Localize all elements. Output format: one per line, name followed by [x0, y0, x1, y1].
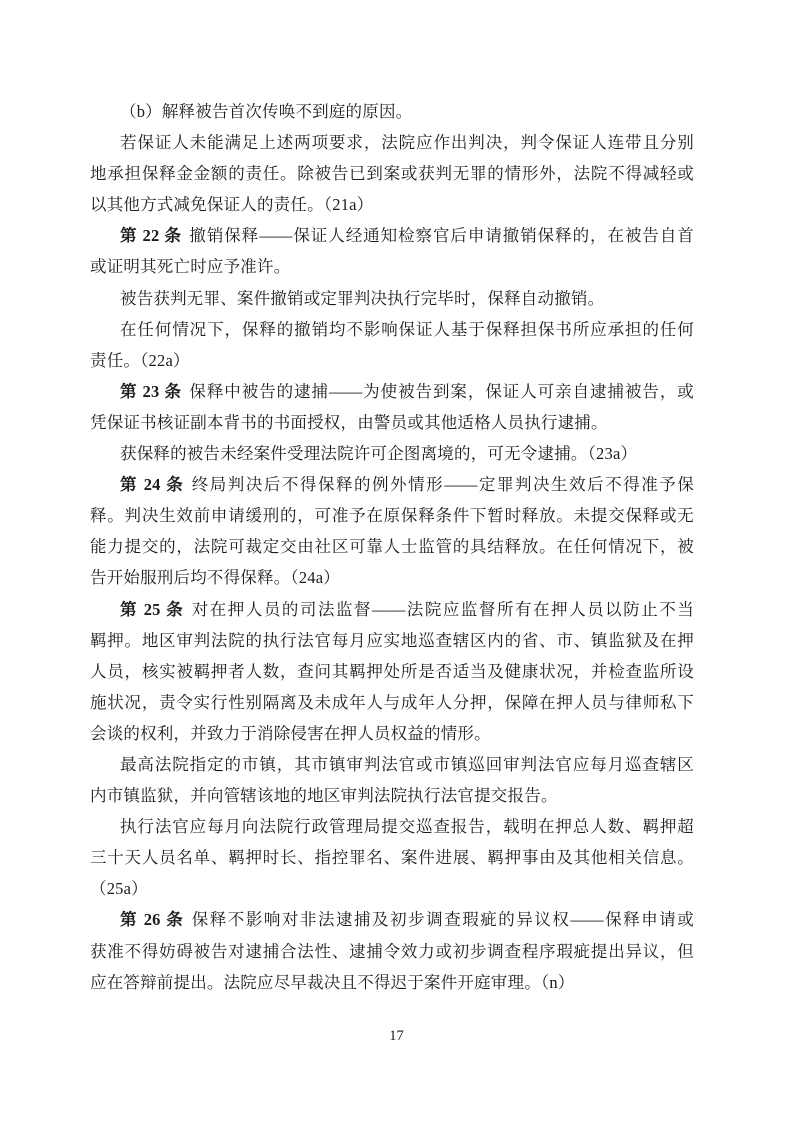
text-line	[90, 687, 694, 718]
text-line	[90, 500, 694, 531]
line-text: 撤销保释——保证人经通知检察官后申请撤销保释的，在被告自首	[189, 226, 694, 246]
text-line	[90, 376, 694, 407]
text-line	[90, 873, 694, 904]
article-number-label: 第 23 条	[120, 381, 182, 401]
line-text: 被告获判无罪、案件撤销或定罪判决执行完毕时，保释自动撤销。	[120, 288, 605, 308]
text-line	[90, 189, 694, 220]
text-line	[90, 251, 694, 282]
text-line	[90, 749, 694, 780]
line-text: 若保证人未能满足上述两项要求，法院应作出判决，判令保证人连带且分别	[120, 133, 694, 153]
text-line	[90, 718, 694, 749]
line-text: 保释不影响对非法逮捕及初步调查瑕疵的异议权——保释申请或	[191, 910, 694, 930]
line-text: （b）解释被告首次传唤不到庭的原因。	[120, 102, 413, 121]
text-line	[90, 967, 694, 998]
text-line	[90, 842, 694, 873]
line-text: 地承担保释金金额的责任。除被告已到案或获判无罪的情形外，法院不得减轻或	[90, 164, 694, 184]
article-number-label: 第 24 条	[120, 475, 185, 495]
text-line	[90, 594, 694, 625]
line-text: 告开始服刑后均不得保释。（24a）	[90, 568, 340, 588]
text-line	[90, 562, 694, 593]
line-text: 内市镇监狱，并向管辖该地的地区审判法院执行法官提交报告。	[90, 786, 558, 806]
article-number-label: 第 22 条	[120, 226, 182, 246]
text-line	[90, 656, 694, 687]
line-text: 三十天人员名单、羁押时长、指控罪名、案件进展、羁押事由及其他相关信息。	[90, 848, 694, 868]
line-text: （25a）	[90, 879, 148, 899]
line-text: 终局判决后不得保释的例外情形——定罪判决生效后不得准予保	[191, 475, 694, 495]
line-text: 获保释的被告未经案件受理法院许可企图离境的，可无令逮捕。（23a）	[120, 444, 638, 464]
line-text: 获准不得妨碍被告对逮捕合法性、逮捕令效力或初步调查程序瑕疵提出异议，但	[90, 941, 694, 961]
text-line	[90, 96, 694, 127]
line-text: 施状况，责令实行性别隔离及未成年人与成年人分押，保障在押人员与律师私下	[90, 692, 694, 712]
line-text: 保释中被告的逮捕——为使被告到案，保证人可亲自逮捕被告，或	[189, 381, 694, 401]
line-text: 或证明其死亡时应予准许。	[90, 257, 291, 277]
text-line	[90, 407, 694, 438]
text-line	[90, 936, 694, 967]
line-text: 对在押人员的司法监督——法院应监督所有在押人员以防止不当	[191, 599, 694, 619]
line-text: 羁押。地区审判法院的执行法官每月应实地巡查辖区内的省、市、镇监狱及在押	[90, 630, 694, 650]
line-text: 责任。（22a）	[90, 350, 190, 370]
text-line	[90, 283, 694, 314]
text-line	[90, 158, 694, 189]
line-text: 以其他方式减免保证人的责任。（21a）	[90, 195, 374, 215]
line-text: 最高法院指定的市镇，其市镇审判法官或市镇巡回审判法官应每月巡查辖区	[120, 754, 694, 774]
line-text: 应在答辩前提出。法院应尽早裁决且不得迟于案件开庭审理。（n）	[90, 972, 575, 992]
text-line	[90, 469, 694, 500]
text-line	[90, 127, 694, 158]
text-line	[90, 625, 694, 656]
text-line	[90, 345, 694, 376]
text-line	[90, 438, 694, 469]
line-text: 执行法官应每月向法院行政管理局提交巡查报告，载明在押总人数、羁押超	[120, 817, 694, 837]
article-number-label: 第 26 条	[120, 910, 185, 930]
article-number-label: 第 25 条	[120, 599, 185, 619]
text-line	[90, 780, 694, 811]
line-text: 会谈的权利，并致力于消除侵害在押人员权益的情形。	[90, 723, 491, 743]
text-line	[90, 531, 694, 562]
line-text: 凭保证书核证副本背书的书面授权，由警员或其他适格人员执行逮捕。	[90, 412, 608, 432]
page-number: 17	[389, 1028, 404, 1044]
text-line	[90, 220, 694, 251]
line-text: 能力提交的，法院可裁定交由社区可靠人士监管的具结释放。在任何情况下，被	[90, 537, 694, 557]
line-text: 释。判决生效前申请缓刑的，可准予在原保释条件下暂时释放。未提交保释或无	[90, 506, 694, 526]
text-line	[90, 904, 694, 935]
text-line	[90, 811, 694, 842]
text-line	[90, 314, 694, 345]
text-block	[90, 96, 694, 998]
line-text: 人员，核实被羁押者人数，查问其羁押处所是否适当及健康状况，并检查监所设	[90, 661, 694, 681]
line-text: 在任何情况下，保释的撤销均不影响保证人基于保释担保书所应承担的任何	[120, 319, 694, 339]
